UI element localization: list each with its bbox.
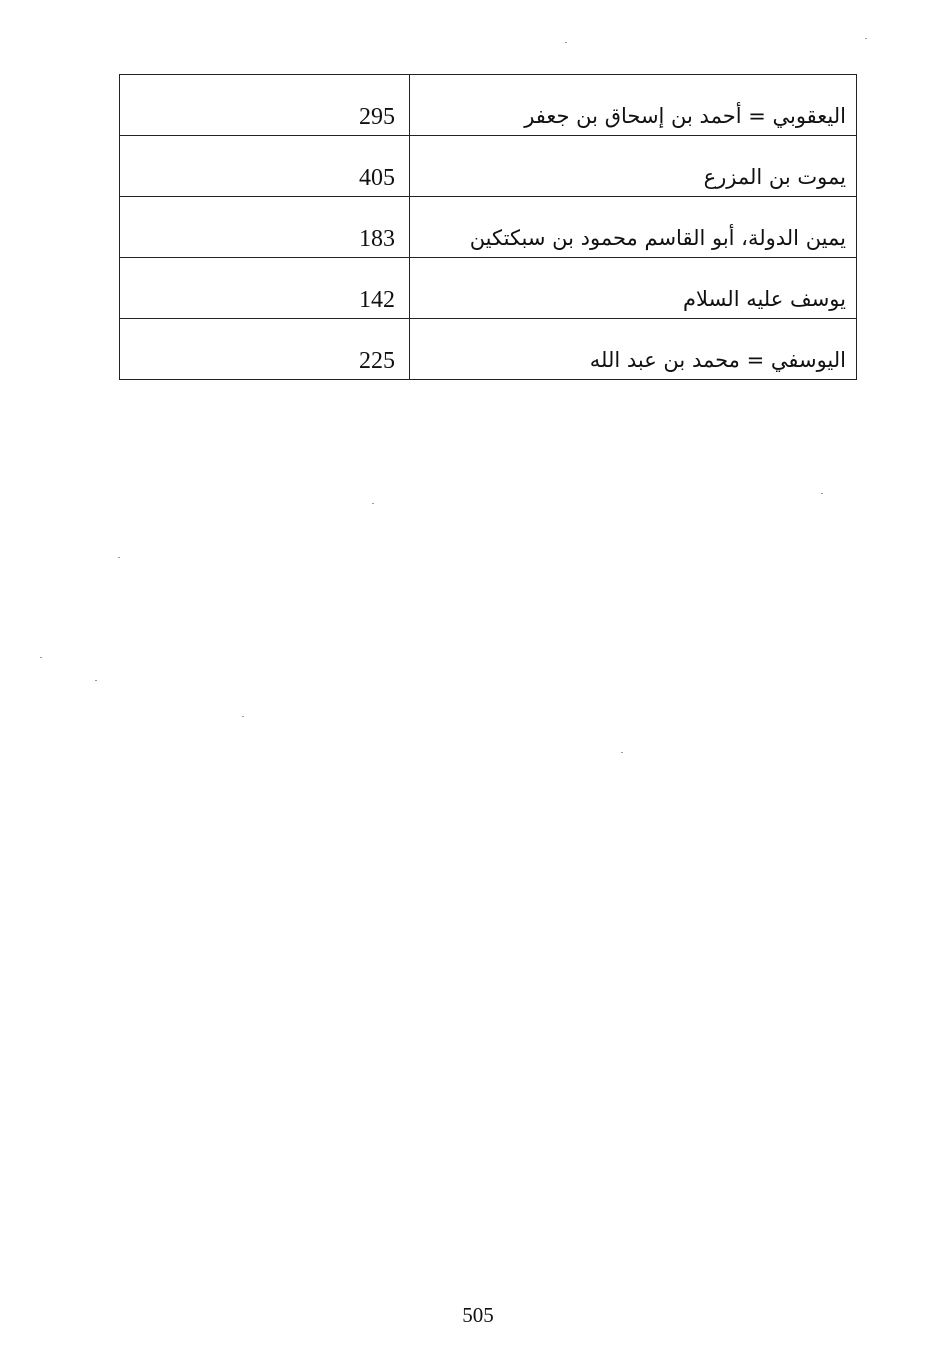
page-reference: 295 bbox=[120, 75, 410, 136]
scan-speck bbox=[821, 493, 823, 494]
table-row bbox=[120, 258, 857, 319]
entry-name: يموت بن المزرع bbox=[410, 136, 857, 197]
index-table bbox=[119, 74, 857, 380]
table-row bbox=[120, 319, 857, 380]
entry-name: اليوسفي = محمد بن عبد الله bbox=[410, 319, 857, 380]
entry-name: يمين الدولة، أبو القاسم محمود بن سبكتكين bbox=[410, 197, 857, 258]
page-reference: 142 bbox=[120, 258, 410, 319]
entry-name: يوسف عليه السلام bbox=[410, 258, 857, 319]
scan-speck bbox=[565, 42, 567, 43]
scan-speck bbox=[242, 716, 244, 717]
scan-speck bbox=[118, 557, 120, 558]
page-reference: 183 bbox=[120, 197, 410, 258]
scan-speck bbox=[95, 680, 97, 681]
table-row bbox=[120, 136, 857, 197]
page-reference: 405 bbox=[120, 136, 410, 197]
page-number: 505 bbox=[462, 1303, 494, 1327]
scan-speck bbox=[865, 38, 867, 39]
scan-speck bbox=[40, 657, 42, 658]
table-row bbox=[120, 197, 857, 258]
entry-name: اليعقوبي = أحمد بن إسحاق بن جعفر bbox=[410, 75, 857, 136]
table-row bbox=[120, 75, 857, 136]
scan-speck bbox=[621, 752, 623, 753]
scan-speck bbox=[372, 503, 374, 504]
page-reference: 225 bbox=[120, 319, 410, 380]
